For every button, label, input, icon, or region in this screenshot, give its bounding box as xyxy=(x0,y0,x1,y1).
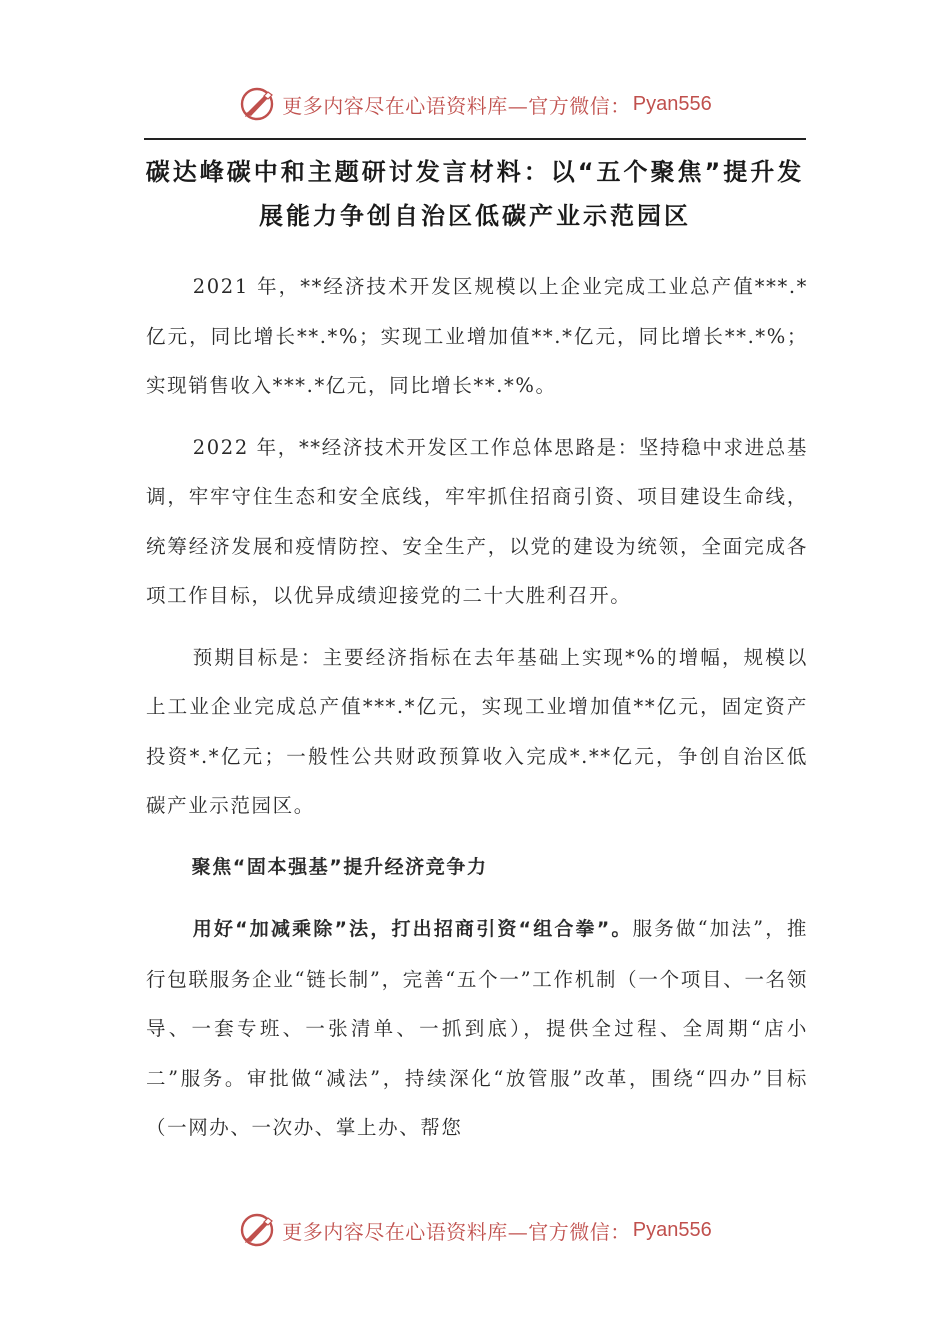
pen-logo-icon xyxy=(238,84,278,124)
title-line-1: 碳达峰碳中和主题研讨发言材料：以“五个聚焦”提升发 xyxy=(145,158,805,186)
document-body xyxy=(146,262,808,1165)
header-rule xyxy=(144,138,806,140)
header-banner xyxy=(0,82,950,126)
paragraph-4-text: 服务做“加法”，推行包联服务企业“链长制”，完善“五个一”工作机制（一个项目、一名领导、一套专班、一张清单、一抓到底），提供全过程、全周期“店小二”服务。审批做“减法”，持续深化“放管服”改革，围绕“四办”目标（一网办、一次办、掌上办、帮您 xyxy=(146,917,808,1139)
section-heading: 聚焦“固本强基”提升经济竞争力 xyxy=(191,855,488,878)
banner-wechat-id: Pyan556 xyxy=(632,92,712,115)
title-line-2: 展能力争创自治区低碳产业示范园区 xyxy=(259,202,691,230)
footer-banner-text: 更多内容尽在心语资料库—官方微信： xyxy=(282,1219,631,1244)
paragraph-4-lead: 用好“加减乘除”法，打出招商引资“组合拳”。 xyxy=(192,918,633,940)
document-title xyxy=(144,150,806,238)
paragraph-1: 2021 年，**经济技术开发区规模以上企业完成工业总产值***.*亿元，同比增长**.*%；实现工业增加值**.*亿元，同比增长**.*%；实现销售收入***.*亿元，同比增长**.*%。 xyxy=(146,275,808,397)
banner-text: 更多内容尽在心语资料库—官方微信： xyxy=(282,93,631,118)
paragraph-4 xyxy=(146,904,808,1153)
pen-logo-icon xyxy=(238,1210,278,1250)
paragraph-3: 预期目标是：主要经济指标在去年基础上实现*%的增幅，规模以上工业企业完成总产值***.*亿元，实现工业增加值**亿元，固定资产投资*.*亿元；一般性公共财政预算收入完成*.**亿元，争创自治区低碳产业示范园区。 xyxy=(146,645,808,817)
footer-banner-wechat-id: Pyan556 xyxy=(632,1218,712,1241)
paragraph-2: 2022 年，**经济技术开发区工作总体思路是：坚持稳中求进总基调，牢牢守住生态和安全底线，牢牢抓住招商引资、项目建设生命线，统筹经济发展和疫情防控、安全生产，以党的建设为统领，全面完成各项工作目标，以优异成绩迎接党的二十大胜利召开。 xyxy=(146,435,808,607)
footer-banner xyxy=(0,1208,950,1252)
